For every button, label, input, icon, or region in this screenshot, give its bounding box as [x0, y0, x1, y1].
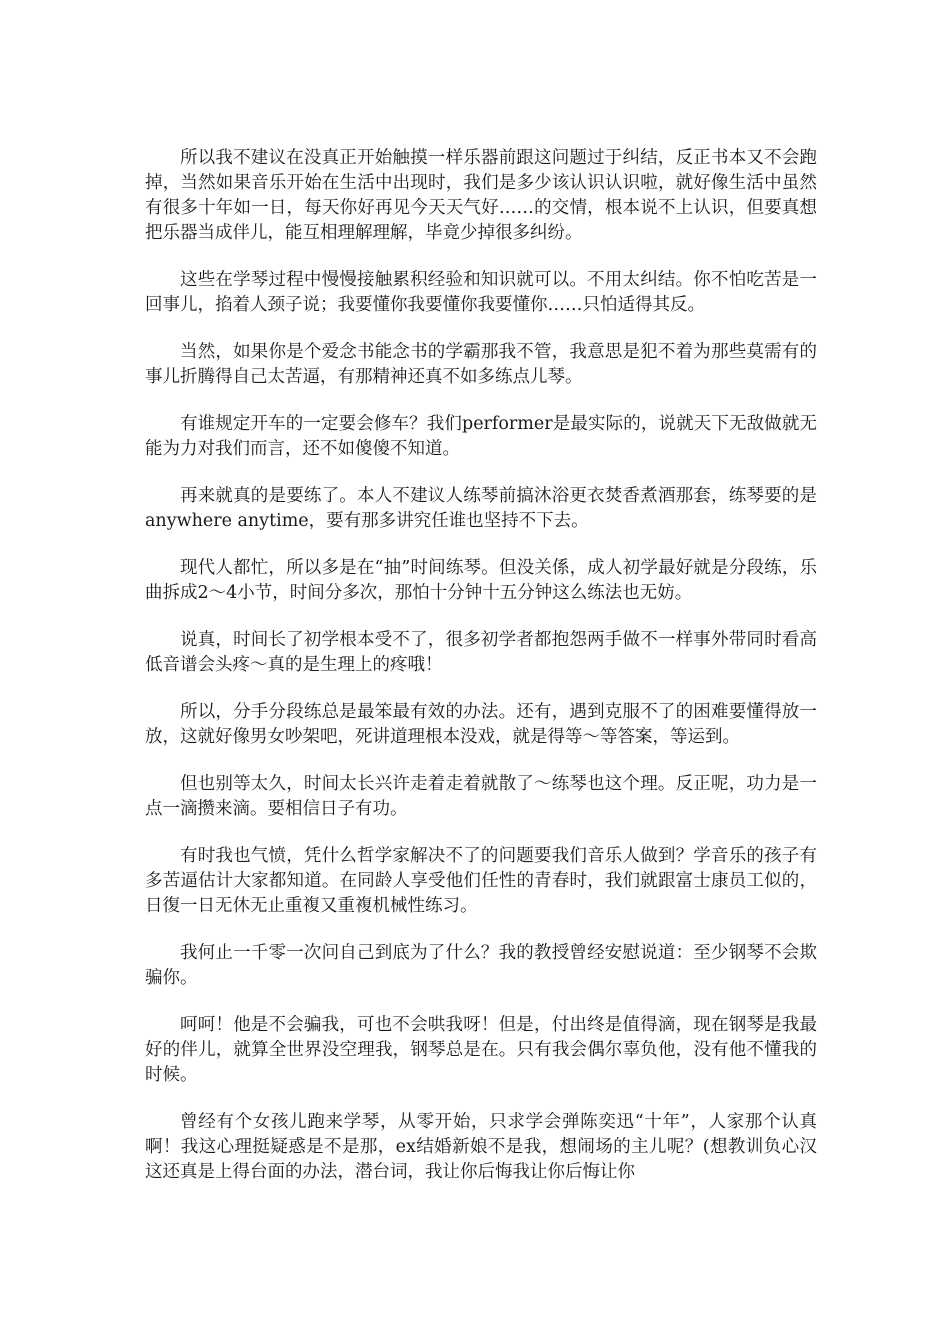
paragraph-3: 当然，如果你是个爱念书能念书的学霸那我不管，我意思是犯不着为那些莫需有的事儿折腾得自己太苦逼，有那精神还真不如多练点儿琴。: [145, 342, 817, 387]
document-body: [145, 146, 817, 1185]
paragraph-2: 这些在学琴过程中慢慢接触累积经验和知识就可以。不用太纠结。你不怕吃苦是一回事儿，掐着人颈子说；我要懂你我要懂你我要懂你……只怕适得其反。: [145, 270, 817, 315]
paragraph-11: 我何止一千零一次问自己到底为了什么？我的教授曾经安慰说道：至少钢琴不会欺骗你。: [145, 943, 817, 988]
paragraph-12: 呵呵！他是不会骗我，可也不会哄我呀！但是，付出终是值得滴，现在钢琴是我最好的伴儿，就算全世界没空理我，钢琴总是在。只有我会偶尔辜负他，没有他不懂我的时候。: [145, 1015, 817, 1085]
paragraph-8: 所以，分手分段练总是最笨最有效的办法。还有，遇到克服不了的困难要懂得放一放，这就好像男女吵架吧，死讲道理根本没戏，就是得等～等答案，等运到。: [145, 702, 817, 747]
paragraph-4: 有谁规定开车的一定要会修车？我们performer是最实际的，说就天下无敌做就无能为力对我们而言，还不如傻傻不知道。: [145, 414, 817, 459]
paragraph-13: 曾经有个女孩儿跑来学琴，从零开始，只求学会弹陈奕迅“十年”，人家那个认真啊！我这心理挺疑惑是不是那，ex结婚新娘不是我，想闹场的主儿呢？(想教训负心汉这还真是上得台面的办法，潜台词，我让你后悔我让你后悔让你: [145, 1112, 817, 1182]
paragraph-1: 所以我不建议在没真正开始触摸一样乐器前跟这问题过于纠结，反正书本又不会跑掉，当然如果音乐开始在生活中出现时，我们是多少该认识认识啦，就好像生活中虽然有很多十年如一日，每天你好再见今天天气好……的交情，根本说不上认识，但要真想把乐器当成伴儿，能互相理解理解，毕竟少掉很多纠纷。: [145, 148, 817, 243]
paragraph-6: 现代人都忙，所以多是在“抽”时间练琴。但没关係，成人初学最好就是分段练，乐曲拆成2～4小节，时间分多次，那怕十分钟十五分钟这么练法也无妨。: [145, 558, 817, 603]
paragraph-9: 但也别等太久，时间太长兴许走着走着就散了～练琴也这个理。反正呢，功力是一点一滴攒来滴。要相信日子有功。: [145, 774, 817, 819]
paragraph-10: 有时我也气愤，凭什么哲学家解决不了的问题要我们音乐人做到？学音乐的孩子有多苦逼估计大家都知道。在同龄人享受他们任性的青春时，我们就跟富士康员工似的，日復一日无休无止重複又重複机械性练习。: [145, 846, 817, 916]
paragraph-5: 再来就真的是要练了。本人不建议人练琴前搞沐浴更衣焚香煮酒那套，练琴要的是anywhere anytime，要有那多讲究任谁也坚持不下去。: [145, 486, 817, 531]
paragraph-7: 说真，时间长了初学根本受不了，很多初学者都抱怨两手做不一样事外带同时看高低音谱会头疼～真的是生理上的疼哦！: [145, 630, 817, 675]
